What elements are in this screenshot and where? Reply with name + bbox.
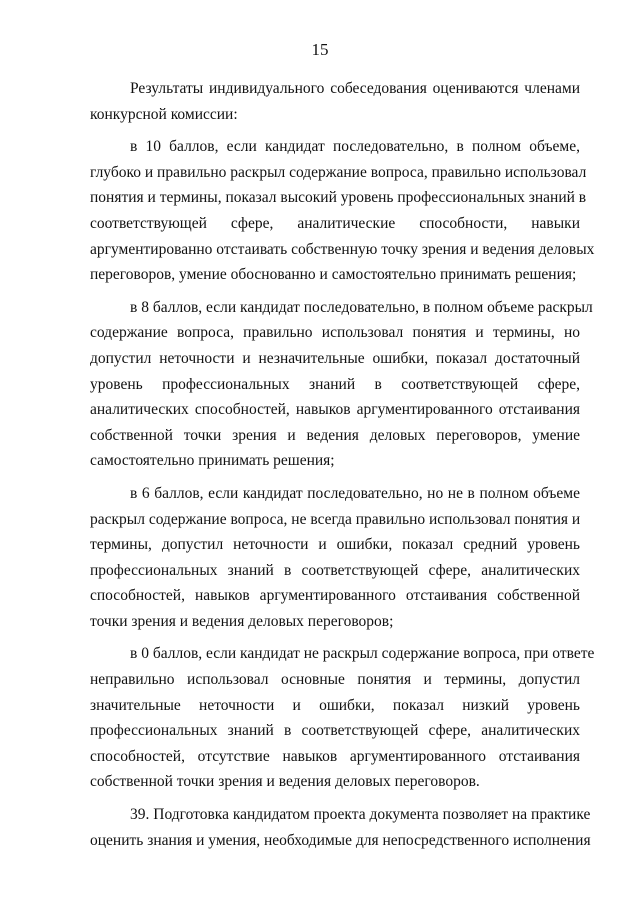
page-number: 15 — [311, 40, 329, 59]
paragraph-item-39 — [90, 802, 591, 853]
text-line: аналитических способностей, навыков аргументированного отстаивания — [90, 401, 580, 419]
text-line: способностей, навыков аргументированного отстаивания собственной — [90, 587, 580, 605]
document-body — [90, 76, 595, 853]
text-line: неправильно использовал основные понятия и термины, допустил — [90, 671, 580, 689]
text-line: в 6 баллов, если кандидат последовательно, но не в полном объеме — [130, 484, 580, 502]
text-line: допустил неточности и незначительные ошибки, показал достаточный — [90, 349, 580, 367]
text-line: точки зрения и ведения деловых переговоров; — [90, 612, 394, 630]
text-line: аргументированно отстаивать собственную точку зрения и ведения деловых — [90, 240, 595, 258]
text-line: понятия и термины, показал высокий уровень профессиональных знаний в — [90, 189, 587, 207]
paragraph-10-points — [90, 134, 595, 288]
text-line: соответствующей сфере, аналитические способности, навыки — [90, 214, 580, 232]
text-line: глубоко и правильно раскрыл содержание вопроса, правильно использовал — [90, 163, 587, 181]
text-line: профессиональных знаний в соответствующей сфере, аналитических — [90, 561, 580, 579]
text-line: конкурсной комиссии: — [90, 105, 238, 123]
text-line: оценить знания и умения, необходимые для непосредственного исполнения — [90, 831, 591, 849]
paragraph-0-points — [90, 641, 595, 795]
text-line: в 8 баллов, если кандидат последовательно, в полном объеме раскрыл — [130, 298, 593, 316]
text-line: термины, допустил неточности и ошибки, показал средний уровень — [90, 536, 580, 554]
text-line: уровень профессиональных знаний в соответствующей сфере, — [90, 375, 580, 393]
text-line: содержание вопроса, правильно использовал понятия и термины, но — [90, 324, 580, 342]
paragraph-6-points — [90, 481, 580, 635]
text-line: значительные неточности и ошибки, показал низкий уровень — [90, 696, 580, 714]
paragraph-intro — [90, 76, 580, 127]
text-line: в 0 баллов, если кандидат не раскрыл содержание вопроса, при ответе — [130, 645, 595, 663]
text-line: переговоров, умение обоснованно и самостоятельно принимать решения; — [90, 266, 577, 284]
text-line: способностей, отсутствие навыков аргументированного отстаивания — [90, 747, 580, 765]
text-line: раскрыл содержание вопроса, не всегда правильно использовал понятия и — [90, 510, 581, 528]
text-line: 39. Подготовка кандидатом проекта документа позволяет на практике — [130, 806, 591, 824]
paragraph-8-points — [90, 295, 593, 474]
text-line: собственной точки зрения и ведения деловых переговоров, умение — [90, 426, 580, 444]
text-line: в 10 баллов, если кандидат последовательно, в полном объеме, — [130, 138, 580, 156]
text-line: самостоятельно принимать решения; — [90, 452, 335, 470]
text-line: Результаты индивидуального собеседования оцениваются членами — [130, 80, 580, 97]
text-line: собственной точки зрения и ведения деловых переговоров. — [90, 773, 480, 791]
text-line: профессиональных знаний в соответствующей сфере, аналитических — [90, 722, 580, 740]
